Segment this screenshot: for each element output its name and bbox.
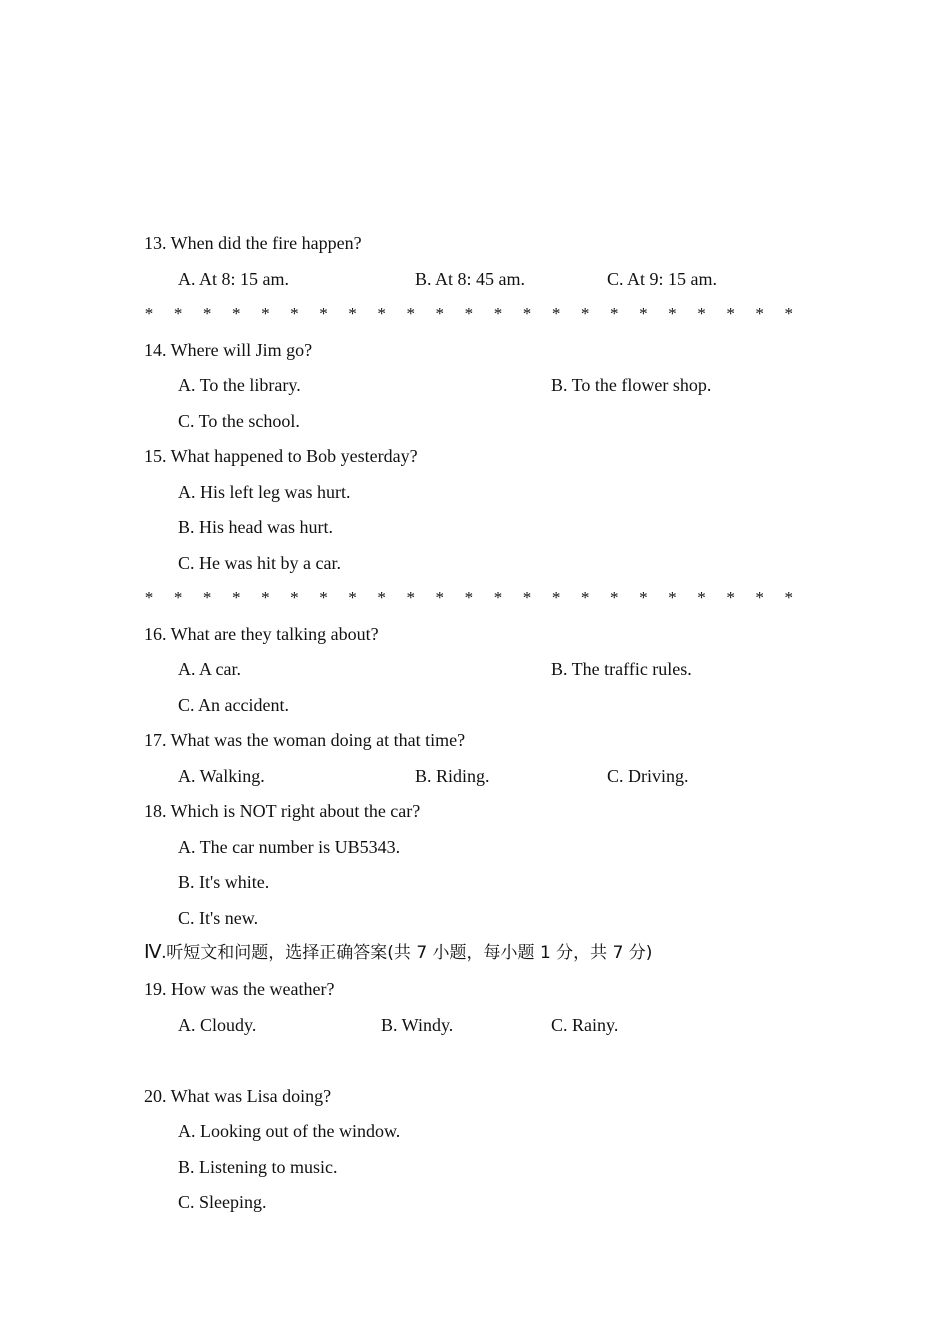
question-14: 14. Where will Jim go? — [144, 340, 313, 360]
separator-star: * — [522, 304, 532, 323]
separator-star: * — [377, 588, 386, 607]
separator-star: * — [261, 304, 270, 323]
separator-star: * — [319, 304, 328, 323]
separator-star: * — [144, 304, 154, 323]
separator-star: * — [464, 304, 474, 323]
q18-option-c: C. It's new. — [178, 908, 259, 928]
q13-option-c: C. At 9: 15 am. — [607, 269, 718, 289]
q20-option-a: A. Looking out of the window. — [178, 1121, 401, 1141]
separator-star: * — [668, 588, 677, 607]
separator-star: * — [493, 588, 503, 607]
separator-star: * — [173, 588, 183, 607]
separator-star: * — [697, 304, 706, 323]
separator-star: * — [435, 304, 445, 323]
question-13: 13. When did the fire happen? — [144, 233, 362, 253]
separator-star: * — [726, 588, 735, 607]
q20-option-b: B. Listening to music. — [178, 1157, 338, 1177]
question-18: 18. Which is NOT right about the car? — [144, 801, 421, 821]
section-4-heading — [144, 941, 652, 965]
q15-option-c: C. He was hit by a car. — [178, 553, 341, 573]
separator-star: * — [202, 588, 212, 607]
q16-option-c: C. An accident. — [178, 695, 289, 715]
q18-option-b: B. It's white. — [178, 872, 270, 892]
separator-star: * — [290, 588, 299, 607]
q17-option-c: C. Driving. — [607, 766, 689, 786]
separator-star: * — [231, 304, 241, 323]
q15-option-a: A. His left leg was hurt. — [178, 482, 351, 502]
section-4-title: 听短文和问题，选择正确答案(共 7 小题，每小题 1 分，共 7 分) — [166, 943, 653, 963]
q14-option-b: B. To the flower shop. — [551, 375, 712, 395]
question-19: 19. How was the weather? — [144, 979, 335, 999]
question-16: 16. What are they talking about? — [144, 624, 379, 644]
separator-star: * — [144, 588, 154, 607]
q16-option-b: B. The traffic rules. — [551, 659, 692, 679]
separator-star: * — [610, 588, 619, 607]
separator-star: * — [580, 588, 590, 607]
separator-star: * — [697, 588, 706, 607]
q15-option-b: B. His head was hurt. — [178, 517, 333, 537]
separator-star: * — [319, 588, 328, 607]
q17-option-b: B. Riding. — [415, 766, 490, 786]
separator-star: * — [406, 304, 415, 323]
separator-star: * — [784, 588, 793, 607]
separator-star: * — [377, 304, 386, 323]
separator-star: * — [639, 304, 648, 323]
separator-star: * — [755, 588, 764, 607]
q19-option-c: C. Rainy. — [551, 1015, 619, 1035]
q14-option-a: A. To the library. — [178, 375, 301, 395]
separator-star: * — [406, 588, 415, 607]
separator-star: * — [290, 304, 299, 323]
q19-option-a: A. Cloudy. — [178, 1015, 257, 1035]
separator-star: * — [726, 304, 735, 323]
question-20: 20. What was Lisa doing? — [144, 1086, 332, 1106]
separator-star: * — [755, 304, 764, 323]
q20-option-c: C. Sleeping. — [178, 1192, 267, 1212]
q16-option-a: A. A car. — [178, 659, 241, 679]
q13-option-b: B. At 8: 45 am. — [415, 269, 526, 289]
separator-star: * — [493, 304, 503, 323]
q18-option-a: A. The car number is UB5343. — [178, 837, 401, 857]
separator-star: * — [610, 304, 619, 323]
question-17: 17. What was the woman doing at that time? — [144, 730, 466, 750]
separator-star: * — [668, 304, 677, 323]
separator-star: * — [522, 588, 532, 607]
q19-option-b: B. Windy. — [381, 1015, 454, 1035]
separator-star: * — [261, 588, 270, 607]
q14-option-c: C. To the school. — [178, 411, 300, 431]
section-4-numeral: Ⅳ. — [144, 942, 167, 963]
separator-star: * — [231, 588, 241, 607]
separator-stars-1 — [144, 304, 794, 324]
separator-star: * — [551, 304, 561, 323]
separator-star: * — [464, 588, 474, 607]
separator-star: * — [348, 304, 357, 323]
separator-star: * — [551, 588, 561, 607]
separator-star: * — [202, 304, 212, 323]
separator-stars-2 — [144, 588, 794, 608]
separator-star: * — [784, 304, 793, 323]
separator-star: * — [173, 304, 183, 323]
separator-star: * — [580, 304, 590, 323]
q17-option-a: A. Walking. — [178, 766, 265, 786]
separator-star: * — [348, 588, 357, 607]
separator-star: * — [639, 588, 648, 607]
q13-option-a: A. At 8: 15 am. — [178, 269, 289, 289]
separator-star: * — [435, 588, 445, 607]
question-15: 15. What happened to Bob yesterday? — [144, 446, 418, 466]
